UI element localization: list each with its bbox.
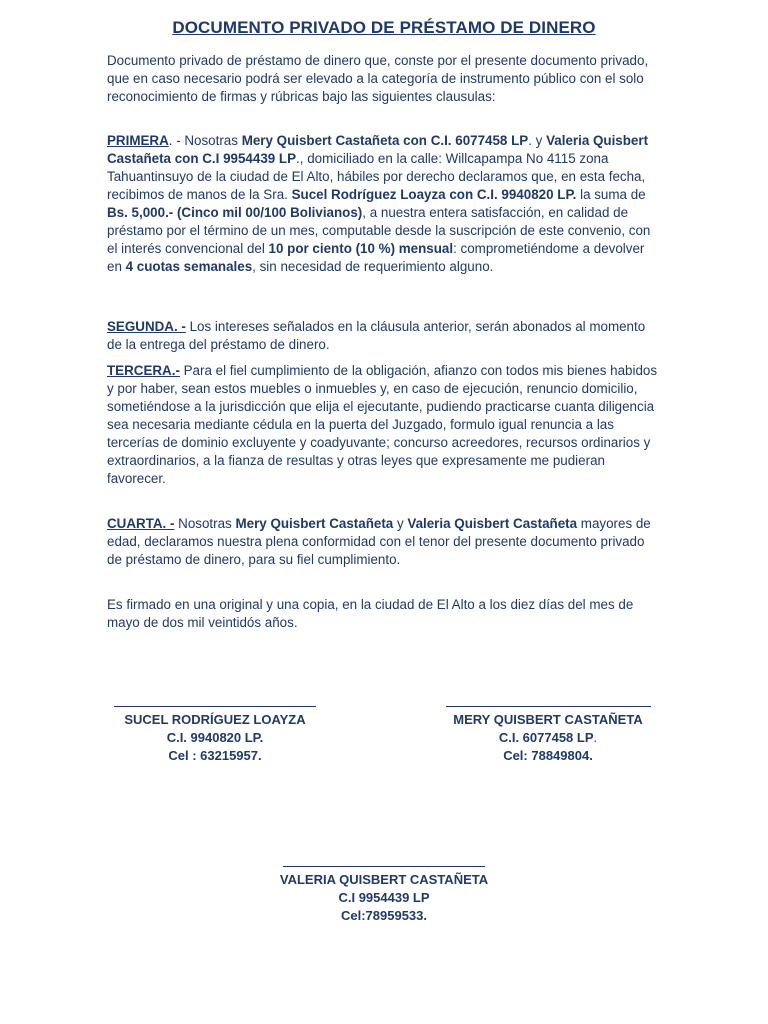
- signer-ci: C.I. 6077458 LP: [498, 730, 594, 745]
- closing-paragraph: Es firmado en una original y una copia, en la ciudad de El Alto a los diez días del mes de mayo de dos mil veintidós años.: [107, 597, 634, 630]
- signer-cel: Cel:78959533.: [340, 908, 427, 923]
- clause-bold: Mery Quisbert Castañeta con C.I. 6077458 LP: [241, 133, 529, 148]
- signer-name: MERY QUISBERT CASTAÑETA: [453, 712, 643, 727]
- clause-bold: Valeria Quisbert Castañeta: [407, 516, 578, 531]
- clause-segunda: [107, 318, 662, 354]
- signer-cel: Cel : 63215957.: [168, 748, 262, 763]
- clause-text: , a nuestra entera satisfacción, en calidad de préstamo por el término de un mes, computable desde la suscripción de este convenio, con el interés convencional del: [107, 205, 651, 256]
- signature-line: [114, 706, 316, 707]
- intro-paragraph: Documento privado de préstamo de dinero que, conste por el presente documento privado, que en caso necesario podrá ser elevado a la categoría de instrumento público con el solo reconocimiento de firmas y rúbricas bajo las siguientes clausulas:: [107, 53, 649, 104]
- clause-text: ., domiciliado en la calle: Willcapampa No 4115 zona Tahuantinsuyo de la ciudad de El Alto, hábiles por derecho declaramos que, en esta fecha, recibimos de manos de la Sra.: [107, 151, 646, 202]
- signer-ci-suffix: .: [593, 730, 598, 745]
- clause-text: Nosotras: [174, 516, 236, 531]
- clause-bold: 10 por ciento (10 %) mensual: [268, 241, 454, 256]
- signer-ci: C.I. 9940820 LP.: [166, 730, 264, 745]
- clause-text: : comprometiéndome a devolver en: [107, 241, 645, 274]
- signer-name: SUCEL RODRÍGUEZ LOAYZA: [124, 712, 306, 727]
- clause-text: y: [393, 516, 408, 531]
- clause-label-tercera: TERCERA.-: [107, 363, 180, 378]
- clause-text: . - Nosotras: [168, 133, 242, 148]
- clause-text: Para el fiel cumplimiento de la obligación, afianzo con todos mis bienes habidos y por haber, sean estos muebles o inmuebles y, en caso de ejecución, renuncio domicilio, sometiéndose a la jurisdicción que elija el ejecutante, pudiendo practicarse cuanta diligencia sea necesaria mediante cédula en la puerta del Juzgado, formulo igual renuncia a las tercerías de dominio excluyente y coadyuvante; concurso acreedores, recursos ordinarios y extraordinarios, a la fianza de resultas y otras leyes que expresamente me pudieran favorecer.: [107, 363, 658, 486]
- clause-text: mayores de edad, declaramos nuestra plena conformidad con el tenor del presente documento privado de préstamo de dinero, para su fiel cumplimiento.: [107, 516, 651, 567]
- signer-name: VALERIA QUISBERT CASTAÑETA: [279, 872, 489, 887]
- clause-primera: [107, 132, 662, 276]
- signature-block-valeria: [254, 866, 514, 925]
- document-title: DOCUMENTO PRIVADO DE PRÉSTAMO DE DINERO: [172, 18, 596, 37]
- clause-label-cuarta: CUARTA. -: [107, 516, 175, 531]
- signature-line: [446, 706, 651, 707]
- clause-text: . y: [528, 133, 547, 148]
- signer-cel: Cel: 78849804.: [503, 748, 593, 763]
- signature-block-sucel: [112, 706, 318, 765]
- clause-label-segunda: SEGUNDA. -: [107, 319, 186, 334]
- signer-ci: C.I 9954439 LP: [338, 890, 430, 905]
- clause-bold: 4 cuotas semanales: [125, 259, 253, 274]
- signature-block-mery: [442, 706, 654, 765]
- signature-line: [283, 866, 485, 867]
- signer-ci-row: [442, 729, 654, 747]
- clause-label-primera: PRIMERA: [107, 133, 169, 148]
- clause-cuarta: [107, 515, 662, 569]
- clause-bold: Bs. 5,000.- (Cinco mil 00/100 Bolivianos): [107, 205, 363, 220]
- clause-bold: Valeria Quisbert Castañeta con C.I 9954439 LP: [107, 133, 649, 166]
- clause-text: , sin necesidad de requerimiento alguno.: [252, 259, 494, 274]
- clause-text: la suma de: [576, 187, 646, 202]
- clause-tercera: [107, 362, 662, 488]
- clause-bold: Mery Quisbert Castañeta: [235, 516, 394, 531]
- clause-bold: Sucel Rodríguez Loayza con C.I. 9940820 LP.: [291, 187, 577, 202]
- clause-text: Los intereses señalados en la cláusula anterior, serán abonados al momento de la entrega del préstamo de dinero.: [107, 319, 646, 352]
